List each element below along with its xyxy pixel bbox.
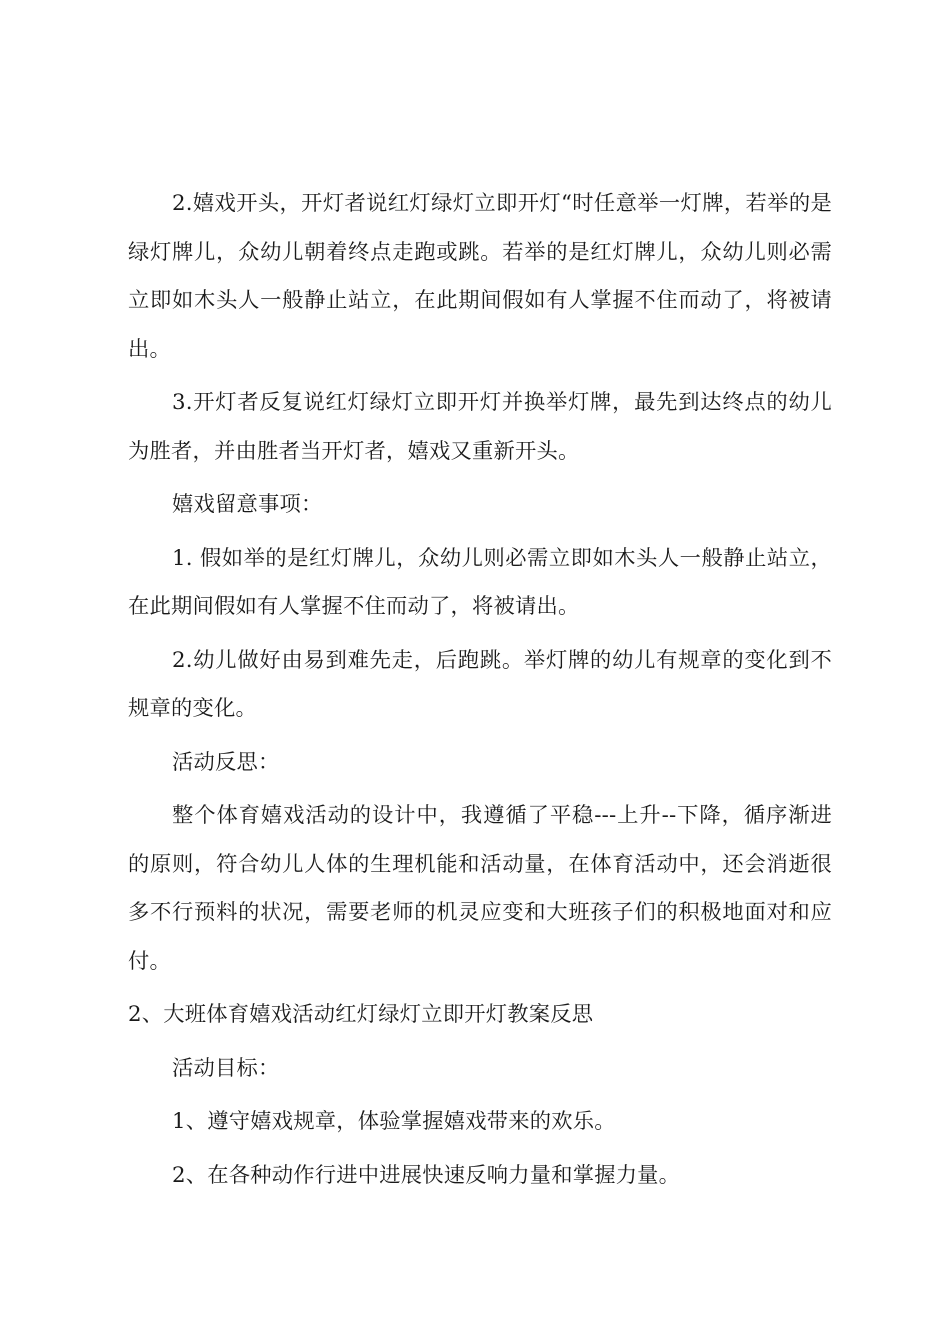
heading-game-notes: 嬉戏留意事项：: [172, 492, 323, 517]
paragraph-note-2: 2.幼儿做好由易到难先走，后跑跳。举灯牌的幼儿有规章的变化到不规章的变化。: [128, 647, 832, 721]
paragraph-game-start: 2.嬉戏开头，开灯者说红灯绿灯立即开灯“时任意举一灯牌，若举的是绿灯牌儿，众幼儿朝着终点走跑或跳。若举的是红灯牌儿，众幼儿则必需立即如木头人一般静止站立，在此期间假如有人掌握不住而动了，将被请出。: [128, 191, 832, 362]
heading-reflection: 活动反思：: [172, 749, 280, 775]
paragraph-game-repeat: 3.开灯者反复说红灯绿灯立即开灯并换举灯牌，最先到达终点的幼儿为胜者，并由胜者当开灯者，嬉戏又重新开头。: [128, 390, 832, 464]
heading-goals: 活动目标：: [172, 1055, 280, 1081]
section-title: 2、大班体育嬉戏活动红灯绿灯立即开灯教案反思: [128, 1002, 594, 1027]
goal-item-2: 2、在各种动作行进中进展快速反响力量和掌握力量。: [172, 1162, 681, 1188]
goal-item-1: 1、遵守嬉戏规章，体验掌握嬉戏带来的欢乐。: [172, 1109, 616, 1134]
paragraph-reflection: 整个体育嬉戏活动的设计中，我遵循了平稳---上升--下降，循序渐进的原则，符合幼儿人体的生理机能和活动量，在体育活动中，还会消逝很多不行预料的状况，需要老师的机灵应变和大班孩子们的积极地面对和应付。: [128, 803, 832, 974]
document-page: [128, 180, 832, 1205]
paragraph-note-1: 1. 假如举的是红灯牌儿，众幼儿则必需立即如木头人一般静止站立，在此期间假如有人掌握不住而动了，将被请出。: [128, 545, 832, 619]
